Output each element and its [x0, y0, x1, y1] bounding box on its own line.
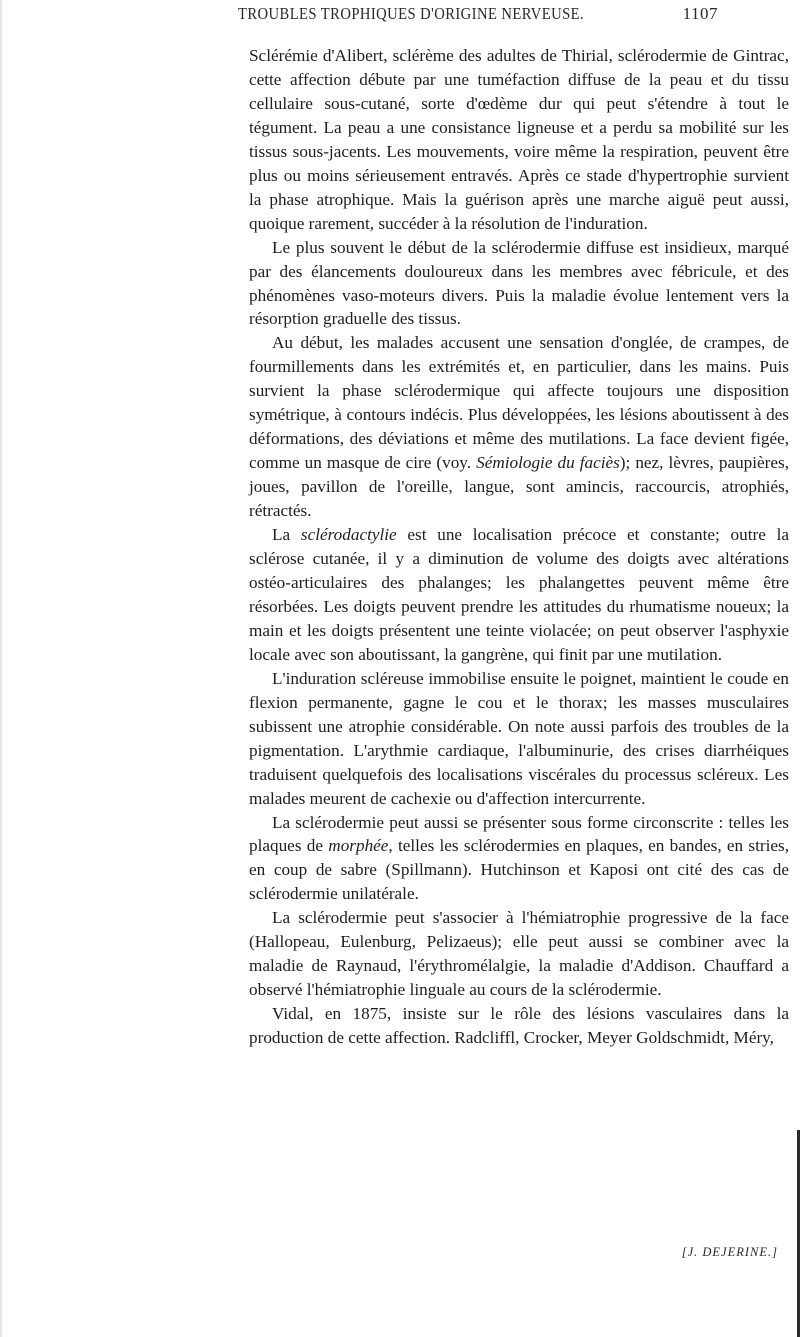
emphasis-term: morphée — [328, 836, 389, 856]
cross-reference: Sémiologie du faciès — [476, 453, 620, 473]
paragraph — [249, 811, 789, 907]
running-header — [238, 4, 738, 34]
paragraph: Le plus souvent le début de la sclérodermie diffuse est insidieux, marqué par des élancements douloureux dans les membres avec fébricule, et des phénomènes vaso-moteurs divers. Puis la maladie évolue lentement vers la résorption graduelle des tissus. — [249, 237, 789, 329]
emphasis-term: sclérodactylie — [300, 525, 397, 545]
paragraph-text: est une localisation précoce et constante; outre la sclérose cutanée, il y a diminution de volume des doigts avec altérations ostéo-articulaires des phalanges; les phalangettes peuvent même être résorbées. Les doigts peuvent prendre les attitudes du rhumatisme noueux; la main et les doigts présentent une teinte violacée; on peut observer l'asphyxie locale avec son aboutissant, la gangrène, qui finit par une mutilation. — [249, 525, 790, 664]
paragraph: Vidal, en 1875, insiste sur le rôle des lésions vasculaires dans la production de cette affection. Radcliffl, Crocker, Meyer Goldschmidt, Méry, — [249, 1004, 789, 1048]
paragraph-text: , telles les sclérodermies en plaques, en bandes, en stries, en coup de sabre (Spillmann). Hutchinson et Kaposi ont cité des cas de sclérodermie unilatérale. — [249, 836, 789, 904]
running-title: TROUBLES TROPHIQUES D'ORIGINE NERVEUSE. — [238, 4, 585, 23]
page-edge-left — [0, 0, 2, 1337]
paragraph-text: ); nez, lèvres, paupières, joues, pavillon de l'oreille, langue, sont amincis, raccourcis, atrophiés, rétractés. — [249, 453, 789, 521]
page-number: 1107 — [682, 4, 718, 23]
paragraph: Sclérémie d'Alibert, sclérème des adultes de Thirial, sclérodermie de Gintrac, cette affection débute par une tuméfaction diffuse de la peau et du tissu cellulaire sous-cutané, sorte d'œdème dur qui peut s'étendre à tout le tégument. La peau a une consistance ligneuse et a perdu sa mobilité sur les tissus sous-jacents. Les mouvements, voire même la respiration, peuvent être plus ou moins sérieusement entravés. Après ce stade d'hypertrophie survient la phase atrophique. Mais la guérison après une marche aiguë peut aussi, quoique rarement, succéder à la résolution de l'induration. — [249, 46, 789, 233]
paragraph — [249, 331, 789, 523]
paragraph: L'induration scléreuse immobilise ensuite le poignet, maintient le coude en flexion permanente, gagne le cou et le thorax; les masses musculaires subissent une atrophie considérable. On note aussi parfois des troubles de la pigmentation. L'arythmie cardiaque, l'albuminurie, des crises diarrhéiques traduisent quelquefois des localisations viscérales du processus scléreux. Les malades meurent de cachexie ou d'affection intercurrente. — [249, 668, 789, 808]
paragraph — [249, 523, 789, 667]
paragraph-text: La sclérodermie peut aussi se présenter sous forme circonscrite : telles les plaques de — [249, 812, 789, 856]
paragraph: La sclérodermie peut s'associer à l'hémiatrophie progressive de la face (Hallopeau, Eulenburg, Pelizaeus); elle peut aussi se combiner avec la maladie de Raynaud, l'érythromélalgie, la maladie d'Addison. Chauffard a observé l'hémiatrophie linguale au cours de la sclérodermie. — [249, 908, 789, 1000]
body-text — [249, 44, 789, 1050]
author-signature: [J. DEJERINE.] — [681, 1245, 778, 1259]
paragraph-text: La — [272, 525, 291, 545]
paragraph-text: Au début, les malades accusent une sensation d'onglée, de crampes, de fourmillements dans les extrémités et, en particulier, dans les mains. Puis survient la phase sclérodermique qui affecte toujours une disposition symétrique, à contours indécis. Plus développées, les lésions aboutissent à des déformations, des déviations et même des mutilations. La face devient figée, comme un masque de cire (voy. — [249, 333, 789, 473]
